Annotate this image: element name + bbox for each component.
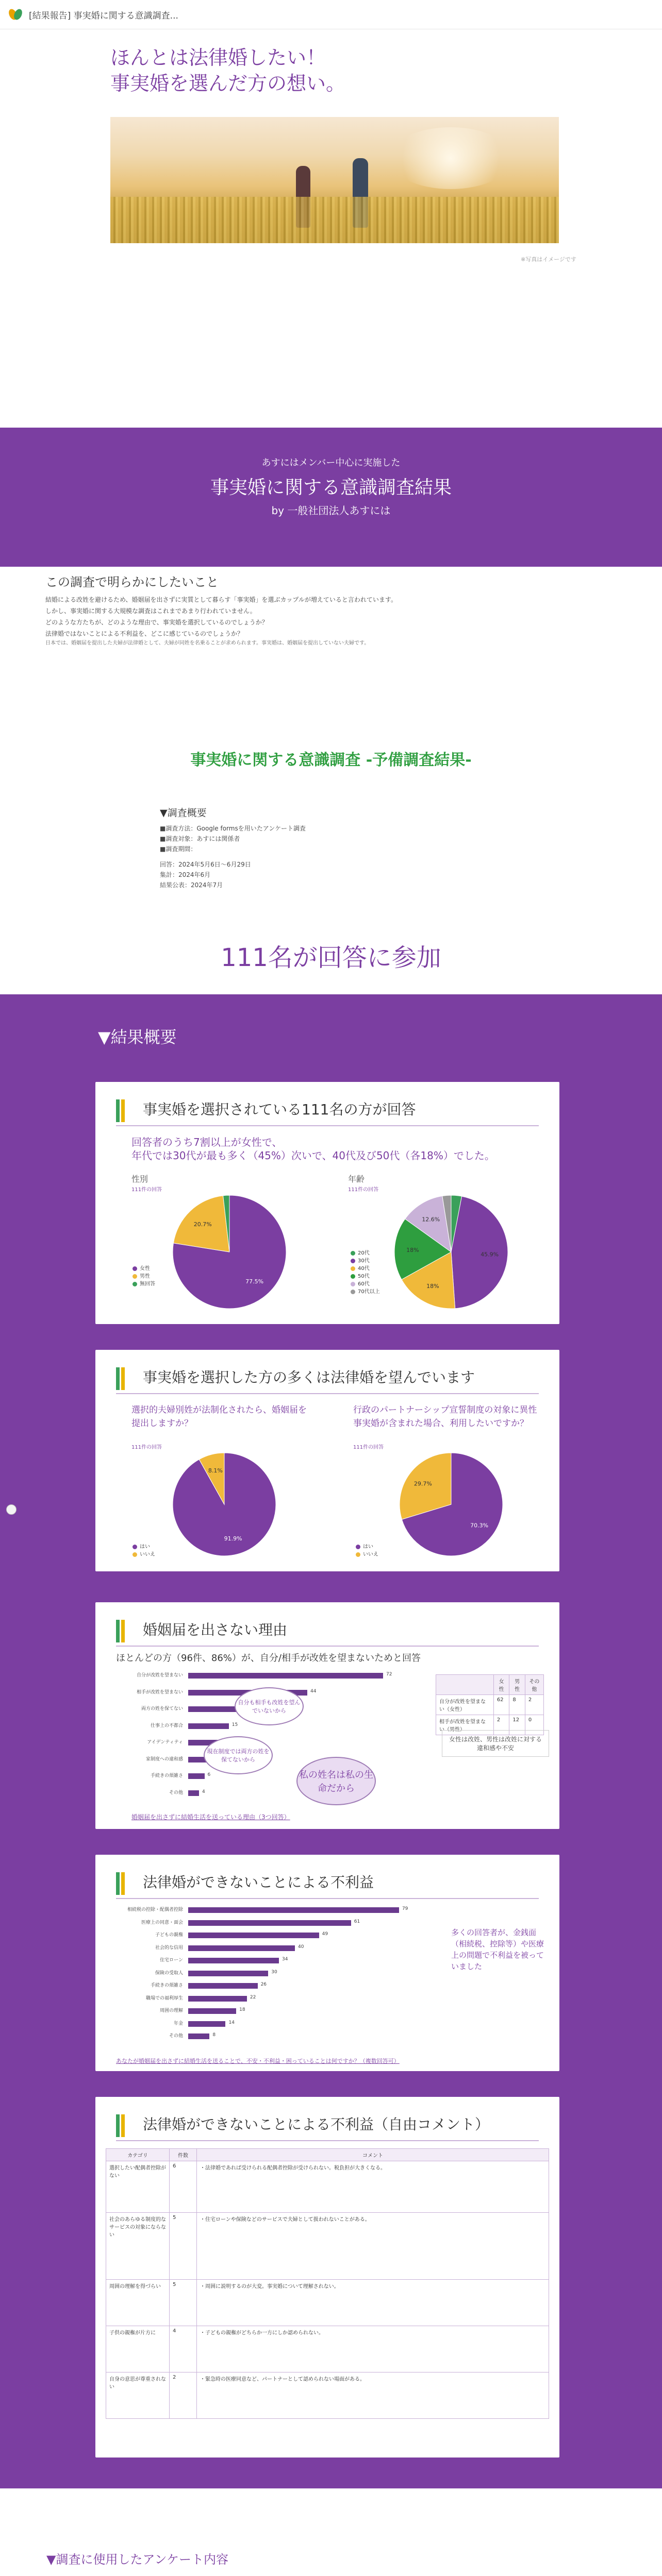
logo-icon[interactable] [8,7,23,22]
table-header: その他 [525,1675,543,1695]
bar-label: 子どもの親権 [155,1933,183,1938]
table-cell: 2 [493,1715,509,1735]
legend-item: 30代 [351,1257,380,1265]
overview-item: ■調査方法：Google formsを用いたアンケート調査 [160,825,306,832]
bar-label: アイデンティティ [147,1740,183,1745]
report-banner [0,428,662,567]
bar-value: 18 [239,2007,245,2013]
pie-chart-q2 [394,1448,508,1561]
table-cell: 0 [525,1715,543,1735]
legend-swatch [133,1274,137,1279]
accent-bars [116,1099,127,1122]
table-header [436,1675,494,1695]
bar [188,1958,279,1963]
legend-swatch [351,1290,355,1294]
intro-line: どのような方たちが、どのような理由で、事実婚を選択しているのでしょうか？ [45,619,268,626]
bar-value: 49 [322,1931,328,1937]
bar-label: 保険の受取人 [155,1970,183,1976]
bar-value: 26 [260,1982,267,1988]
chart-label-age: 年齢 [348,1174,365,1184]
bar [188,1706,237,1712]
card-disadvantages [95,1855,559,2071]
legend-item: 男性 [133,1273,155,1280]
legend-swatch [133,1545,137,1549]
slice-label: 18% [406,1246,419,1253]
bar [188,1945,295,1951]
slice-label: 77.5% [245,1278,264,1285]
legend-item: 20代 [351,1249,380,1257]
legend-item: はい [133,1543,155,1551]
table-row [106,2326,549,2372]
chart-note: 111件の回答 [131,1445,162,1450]
table-cell: 4 [170,2326,197,2372]
chart-footer: あなたが婚姻届を出さずに結婚生活を送ることで、不安・不利益・困っていることは何ですか？（複数回答可） [116,2058,400,2064]
table-header: コメント [197,2149,549,2161]
comment-bubble: 現在制度では両方の姓を保てないから [204,1736,273,1774]
banner-title: 事実婚に関する意識調査結果 [210,477,452,498]
bar-value: 8 [212,2032,216,2038]
table-cell: 相手が改姓を望まない（男性） [436,1715,494,1735]
bar-label: その他 [169,1790,183,1795]
pie-chart-q1 [168,1448,281,1561]
legend-q2 [356,1543,378,1558]
prelim-title: 事実婚に関する意識調査 -予備調査結果- [190,751,472,769]
bar [188,1996,247,2002]
table-cell: 62 [493,1695,509,1715]
accent-bars [116,1367,127,1390]
legend-item: はい [356,1543,378,1551]
bar-value: 30 [271,1969,277,1975]
bar [188,2033,209,2039]
bar [188,1723,229,1729]
table-cell: 5 [170,2280,197,2326]
bar-value: 72 [386,1672,392,1677]
slice-label: 45.9% [481,1251,499,1258]
chart-note: 111件の回答 [348,1187,379,1193]
slice-label: 18% [426,1282,439,1290]
overview-date: 結果公表：2024年7月 [160,882,223,889]
pie-chart-gender [168,1190,291,1314]
chart-label-gender: 性別 [131,1174,148,1184]
bar-value: 6 [207,1772,211,1777]
accent-bars [116,1872,127,1895]
comment-bubble: 自分も相手も改姓を望んでいないから [235,1687,304,1725]
bar-label: 年金 [173,2021,183,2026]
bar-value: 61 [354,1919,360,1924]
bar-label: 職場での福利厚生 [145,1995,183,2001]
table-row [106,2161,549,2213]
legend-item: 女性 [133,1265,155,1273]
hero-title [110,45,345,96]
overview-item: ■調査対象：あすには関係者 [160,835,240,842]
bar-label: 家制度への違和感 [145,1756,183,1762]
table-cell: 自身の意思が尊重されない [106,2372,170,2419]
table-cell: 社会のあらゆる制度的なサービスの対象にならない [106,2213,170,2280]
bar-value: 22 [250,1994,256,2000]
table-cell: ・法律婚であれば受けられる配偶者控除が受けられない。税負担が大きくなる。 [197,2161,549,2213]
bar-chart-disadvantages [116,1906,436,2045]
intro-line: 結婚による改姓を避けるため、婚姻届を出さずに実質として暮らす「事実婚」を選ぶカップルが増えていると言われています。 [45,596,397,603]
legend-swatch [351,1266,355,1271]
hero-title-line2: 事実婚を選んだ方の想い。 [110,72,346,95]
legend-swatch [351,1274,355,1279]
table-cell: 子供の親権が片方に [106,2326,170,2372]
card-demographics [95,1082,559,1324]
scroll-indicator[interactable] [6,1504,16,1515]
card-title: 法律婚ができないことによる不利益（自由コメント） [143,2116,490,2133]
table-row [106,2280,549,2326]
side-comment: 多くの回答者が、金銭面（相続税、控除等）や医療上の問題で不利益を被っていました [451,1928,544,1971]
card-subtitle-line: 回答者のうち7割以上が女性で、 [131,1136,283,1148]
slice-label: 20.7% [193,1221,212,1228]
legend-swatch [356,1552,360,1557]
card-reasons [95,1602,559,1829]
bar [188,1673,383,1679]
bar [188,1790,199,1796]
chart-footer: 婚姻届を出さずに結婚生活を送っている理由（3つ回答） [131,1814,290,1821]
bar-value: 15 [231,1722,238,1727]
table-header: 件数 [170,2149,197,2161]
question-1: 選択的夫婦別姓が法制化されたら、婚姻届を提出しますか？ [131,1405,307,1429]
bar [188,1933,319,1938]
slice-label: 70.3% [470,1522,489,1529]
legend-q1 [133,1543,155,1558]
table-cell: 周囲の理解を得づらい [106,2280,170,2326]
table-row [106,2213,549,2280]
hero-title-line1: ほんとは法律婚したい！ [110,46,326,69]
legend-swatch [351,1259,355,1263]
bar-label: 手続きの煩雑さ [150,1983,183,1989]
slice-label: 12.6% [422,1216,440,1223]
intro-line: 法律婚ではないことによる不利益を、どこに感じているのでしょうか？ [45,630,244,637]
table-cell: 6 [170,2161,197,2213]
table-cell: 2 [525,1695,543,1715]
table-cell: 5 [170,2213,197,2280]
intro-section [45,572,540,648]
slice-label: 8.1% [208,1467,223,1475]
bar-label: その他 [169,2033,183,2039]
bar-value: 40 [298,1944,304,1950]
legend-age [351,1249,380,1296]
bar-label: 医療上の同意・面会 [141,1920,183,1925]
legend-item: 50代 [351,1273,380,1280]
table-cell: 12 [509,1715,525,1735]
card-free-comments [95,2097,559,2458]
table-row [436,1695,544,1715]
table-cell: 2 [170,2372,197,2419]
table-header: 男性 [509,1675,525,1695]
comment-bubble: 私の姓名は私の生命だから [296,1757,376,1805]
legend-item: 60代 [351,1280,380,1288]
bar-label: 自分が改姓を望まない [136,1673,183,1678]
table-cell: ・周囲に説明するのが大変。事実婚について理解されない。 [197,2280,549,2326]
bar-label: 両方の姓を保てない [141,1706,183,1711]
survey-overview [160,808,521,890]
question-2: 行政のパートナーシップ宣誓制度の対象に異性事実婚が含まれた場合、利用したいですか？ [353,1405,537,1429]
card-title: 法律婚ができないことによる不利益 [143,1874,374,1891]
survey-section-title: ▼調査に使用したアンケート内容 [46,2552,229,2567]
legend-swatch [133,1552,137,1557]
overview-heading: ▼調査概要 [160,807,207,819]
page-title: [結果報告] 事実婚に関する意識調査... [29,10,178,21]
accent-bars [116,1620,127,1642]
card-legal-marriage-wish [95,1350,559,1571]
bar [188,1773,205,1779]
bar [188,2008,236,2014]
overview-date: 回答：2024年5月6日〜6月29日 [160,861,251,868]
bar [188,2021,225,2027]
bar-label: 相続税の控除・配偶者控除 [127,1907,183,1912]
card-title: 事実婚を選択されている111名の方が回答 [143,1101,416,1118]
side-note: 女性は改姓、男性は改姓に対する違和感や不安 [442,1730,549,1757]
intro-heading: この調査で明らかにしたいこと [45,575,219,589]
table-cell: ・緊急時の医療同意など、パートナーとして認められない場面がある。 [197,2372,549,2419]
table-cell: ・子どもの親権がどちらか一方にしか認められない。 [197,2326,549,2372]
hero-image [110,117,559,243]
legend-swatch [351,1282,355,1286]
pie-chart-age [389,1190,513,1314]
legend-item: 70代以上 [351,1288,380,1296]
top-bar [0,0,662,29]
table-cell: 自分が改姓を望まない（女性） [436,1695,494,1715]
bar-value: 34 [282,1957,288,1962]
legend-item: 無回答 [133,1280,155,1288]
reasons-table [436,1674,544,1735]
accent-bars [116,2114,127,2137]
overview-item: ■調査期間： [160,845,197,853]
card-subtitle-line: 年代では30代が最も多く（45%）次いで、40代及び50代（各18%）でした。 [131,1149,495,1162]
bar [188,1983,258,1989]
table-cell: 選択したい配偶者控除がない [106,2161,170,2213]
bar-value: 14 [228,2020,235,2025]
bar-label: 社会的な信用 [155,1945,183,1951]
bar [188,1907,399,1913]
table-header: カテゴリ [106,2149,170,2161]
legend-swatch [356,1545,360,1549]
card-subtitle [131,1136,495,1162]
legend-gender [133,1265,155,1288]
bar-value: 79 [402,1906,408,1911]
banner-subtitle: あすにはメンバー中心に実施した [261,457,401,468]
card-title: 事実婚を選択した方の多くは法律婚を望んでいます [143,1369,475,1386]
legend-swatch [351,1251,355,1256]
bar-label: 周囲の理解 [159,2008,183,2014]
bar-value: 44 [310,1688,317,1694]
bar [188,1971,268,1976]
chart-note: 111件の回答 [131,1187,162,1193]
image-caption: ※写真はイメージです [521,256,576,263]
table-header: 女性 [493,1675,509,1695]
bar-label: 手続きの煩雑さ [150,1773,183,1778]
intro-line: しかし、事実婚に関する大規模な調査はこれまであまり行われていません。 [45,607,256,615]
intro-note: 日本では、婚姻届を提出した夫婦が法律婚として、夫婦が同姓を名乗ることが求められます。事実婚は、婚姻届を提出していない夫婦です。 [45,640,370,646]
hero-section [0,29,662,308]
legend-swatch [133,1282,137,1286]
slice-label: 91.9% [224,1535,242,1542]
overview-date: 集計：2024年6月 [160,871,211,878]
legend-item: いいえ [356,1551,378,1558]
card-title: 婚姻届を出さない理由 [143,1621,288,1638]
banner-byline: by 一般社団法人あすには [271,504,391,517]
table-row [106,2372,549,2419]
bar-label: 住宅ローン [160,1958,183,1963]
bar-value: 4 [202,1789,205,1794]
card-subtitle: ほとんどの方（96件、86%）が、自分/相手が改姓を望まないためと回答 [116,1653,421,1664]
slice-label: 29.7% [413,1480,432,1487]
comments-table [106,2148,549,2419]
chart-note: 111件の回答 [353,1445,384,1450]
bar-label: 相手が改姓を望まない [136,1689,183,1695]
respondent-count: 111名が回答に参加 [221,943,441,972]
results-label: ▼結果概要 [98,1027,177,1047]
pie-slice [451,1196,508,1309]
legend-swatch [133,1266,137,1271]
bar-label: 仕事上の不都合 [150,1723,183,1728]
legend-item: いいえ [133,1551,155,1558]
table-cell: 8 [509,1695,525,1715]
bar [188,1920,351,1926]
table-cell: ・住宅ローンや保険などのサービスで夫婦として扱われないことがある。 [197,2213,549,2280]
legend-item: 40代 [351,1265,380,1273]
